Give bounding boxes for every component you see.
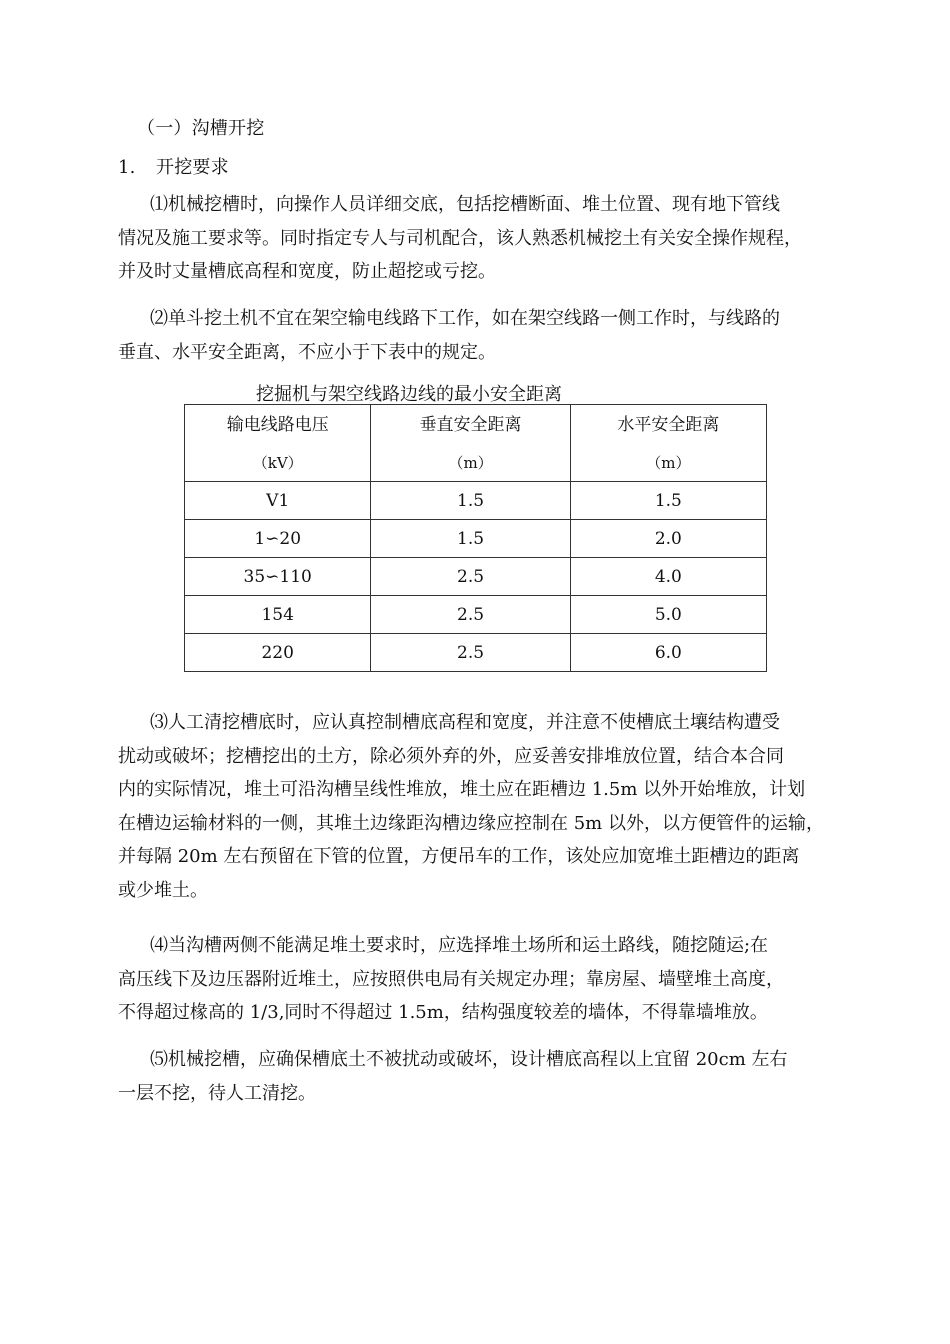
table-cell: 5.0 — [570, 596, 766, 634]
subsection-number: 1. — [118, 157, 136, 178]
header-label: 垂直安全距离 — [419, 415, 522, 435]
table-row — [185, 520, 767, 558]
table-cell: 154 — [185, 596, 371, 634]
header-label: 水平安全距离 — [617, 415, 720, 435]
table-row — [185, 558, 767, 596]
table-row — [185, 596, 767, 634]
paragraph-5 — [118, 1043, 838, 1110]
header-unit: （m） — [448, 454, 493, 472]
table-cell: 6.0 — [570, 634, 766, 672]
table-cell: 4.0 — [570, 558, 766, 596]
table-cell: 1.5 — [371, 520, 570, 558]
paragraph-line: ⑸机械挖槽，应确保槽底土不被扰动或破坏，设计槽底高程以上宜留 20cm 左右 — [150, 1049, 788, 1070]
paragraph-line: 或少堆土。 — [118, 879, 208, 901]
paragraph-line: 内的实际情况，堆土可沿沟槽呈线性堆放，堆土应在距槽边 1.5m 以外开始堆放，计划 — [118, 779, 806, 800]
paragraph-4 — [118, 929, 838, 1030]
table-cell: 2.5 — [371, 634, 570, 672]
subsection-heading — [118, 157, 229, 179]
paragraph-1 — [118, 188, 838, 289]
table-cell: 1.5 — [570, 482, 766, 520]
paragraph-line: 一层不挖，待人工清挖。 — [118, 1082, 316, 1104]
header-horizontal — [570, 405, 766, 482]
header-vertical — [371, 405, 570, 482]
table-cell: 2.5 — [371, 558, 570, 596]
paragraph-line: 情况及施工要求等。同时指定专人与司机配合，该人熟悉机械挖土有关安全操作规程， — [118, 227, 802, 249]
table-cell: V1 — [185, 482, 371, 520]
section-title: （一）沟槽开挖 — [137, 118, 265, 139]
paragraph-line: 并每隔 20m 左右预留在下管的位置，方便吊车的工作，该处应加宽堆土距槽边的距离 — [118, 846, 800, 867]
paragraph-line: 在槽边运输材料的一侧，其堆土边缘距沟槽边缘应控制在 5m 以外，以方便管件的运输， — [118, 812, 824, 834]
header-voltage — [185, 405, 371, 482]
paragraph-2 — [118, 302, 838, 369]
paragraph-line: ⑷当沟槽两侧不能满足堆土要求时，应选择堆土场所和运土路线，随挖随运;在 — [150, 935, 769, 956]
table-cell: 220 — [185, 634, 371, 672]
paragraph-line: 高压线下及边压器附近堆土，应按照供电局有关规定办理；靠房屋、墙壁堆土高度， — [118, 968, 784, 990]
table-cell: 1.5 — [371, 482, 570, 520]
header-unit: （m） — [646, 454, 691, 472]
paragraph-line: ⑶人工清挖槽底时，应认真控制槽底高程和宽度，并注意不使槽底土壤结构遭受 — [150, 712, 780, 733]
paragraph-line: 并及时丈量槽底高程和宽度，防止超挖或亏挖。 — [118, 261, 496, 282]
table-cell: 2.0 — [570, 520, 766, 558]
safety-distance-table — [184, 404, 767, 672]
paragraph-3 — [118, 706, 838, 907]
table-row — [185, 482, 767, 520]
table-cell: 35∽110 — [185, 558, 371, 596]
paragraph-line: 垂直、水平安全距离，不应小于下表中的规定。 — [118, 341, 496, 363]
header-unit: （kV） — [252, 454, 303, 472]
paragraph-line: 不得超过椽高的 1/3,同时不得超过 1.5m，结构强度较差的墙体，不得靠墙堆放。 — [118, 1002, 768, 1023]
table-cell: 2.5 — [371, 596, 570, 634]
paragraph-line: ⑵单斗挖土机不宜在架空输电线路下工作，如在架空线路一侧工作时，与线路的 — [150, 308, 780, 329]
paragraph-line: 扰动或破坏；挖槽挖出的土方，除必须外弃的外，应妥善安排堆放位置，结合本合同 — [118, 745, 784, 767]
paragraph-line: ⑴机械挖槽时，向操作人员详细交底，包括挖槽断面、堆土位置、现有地下管线 — [150, 194, 780, 215]
table-cell: 1∽20 — [185, 520, 371, 558]
table-caption: 挖掘机与架空线路边线的最小安全距离 — [256, 384, 562, 405]
table-row — [185, 634, 767, 672]
header-label: 输电线路电压 — [226, 415, 329, 435]
table-header-row — [185, 405, 767, 482]
subsection-title: 开挖要求 — [156, 157, 229, 178]
